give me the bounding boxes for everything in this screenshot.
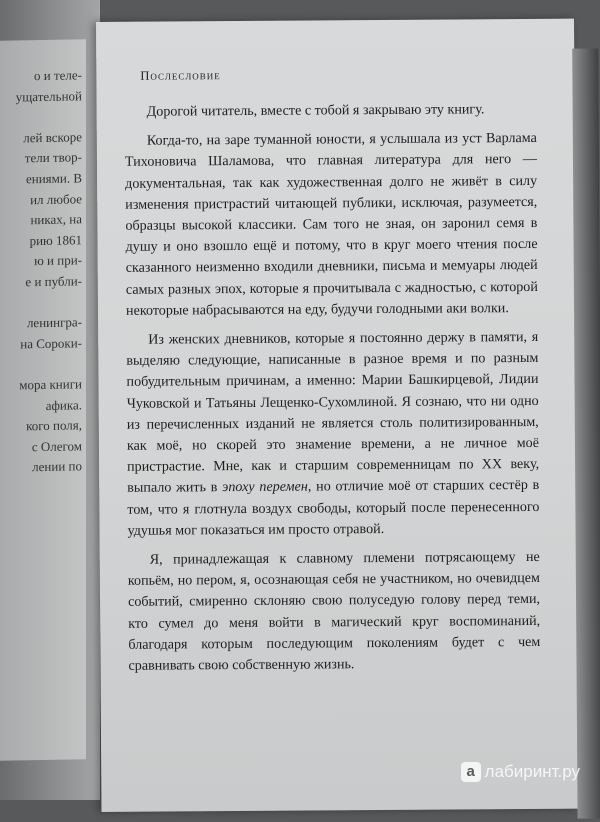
previous-page-line: рию 1861 bbox=[29, 232, 82, 249]
previous-page-line: е и публи- bbox=[25, 273, 82, 290]
body-text bbox=[125, 99, 541, 685]
paragraph-3 bbox=[126, 327, 539, 542]
labirint-watermark bbox=[461, 762, 580, 782]
previous-page-line: мора книги bbox=[19, 376, 82, 393]
previous-page-line: афика. bbox=[45, 396, 82, 413]
previous-page bbox=[0, 39, 86, 761]
previous-page-line: с Олегом bbox=[31, 438, 82, 454]
previous-page-line: о и теле- bbox=[34, 67, 82, 84]
previous-page-line: никах, на bbox=[30, 211, 82, 228]
previous-page-line: лей вскоре bbox=[23, 129, 82, 146]
previous-page-line: кого поля, bbox=[26, 417, 82, 434]
paragraph-4: Я, принадлежащая к славному племени потрясающему не копьём, но пером, я, осознающая себя не участником, но очевидцем событий, смиренно склоняю свою полуседую голову перед теми, кто сумел до меня войти в магический круг воспоминаний, благодаря которым последующим поколениям будет с чем сравнивать свою собственную жизнь. bbox=[127, 548, 541, 674]
paragraph-3-start: Из женских дневников, которые я постоянно держу в памяти, я выделяю следующие, написанные в разное время и по разным побудительным причинам, а именно: Марии Башкирцевой, Лидии Чуковской и Татьяны Лещенко-Сухомлиной. Я сознаю, что ни одно из перечисленных изданий не является столь политизированным, как моё, но скорей это знамение времени, а не личное моё пристрастие. Мне, как и старшим современницам по XX веку, выпало жить в bbox=[126, 328, 540, 497]
previous-page-line: ю и при- bbox=[34, 252, 82, 269]
book-page bbox=[96, 19, 580, 812]
paragraph-3-end: , но отличие моё от старших сестёр в том, что я глотнула воздух свободы, который после перенесенного удушья мог показаться им просто отравой. bbox=[127, 477, 540, 539]
running-head: Послесловие bbox=[140, 68, 221, 83]
paragraph-1: Дорогой читатель, вместе с тобой я закрываю эту книгу. bbox=[146, 101, 485, 120]
emphasis-epokhu-peremen: эпоху перемен bbox=[222, 478, 308, 496]
previous-page-line: ущательной bbox=[15, 87, 82, 105]
previous-page-line: ениями. В bbox=[25, 170, 82, 187]
labirint-logo-icon: а bbox=[461, 762, 481, 782]
previous-page-line: ил любое bbox=[30, 190, 82, 207]
previous-page-line: лении по bbox=[32, 458, 82, 475]
previous-page-line: тели твор- bbox=[24, 149, 82, 166]
page-edge-shadow bbox=[572, 48, 600, 818]
paragraph-2: Когда-то, на заре туманной юности, я услышала из уст Варлама Тихоновича Шаламова, что главная литература для него — документальная, так как художественная долго не живёт в силу изменения пристрастий читающей публики, исключая, разумеется, образцы высокой классики. Сам того не зная, он заронил семя в душу и оно взошло ещё и потому, что в круг моего чтения после сказанного неизменно входили дневники, письма и мемуары людей самых разных эпох, которые я прочитывала с жадностью, с которой некоторые набрасываются на еду, будучи голодными аки волки. bbox=[124, 130, 538, 319]
watermark-text: лабиринт.ру bbox=[484, 762, 580, 781]
previous-page-line: на Сороки- bbox=[20, 335, 82, 352]
previous-page-line: ленингра- bbox=[26, 314, 82, 331]
